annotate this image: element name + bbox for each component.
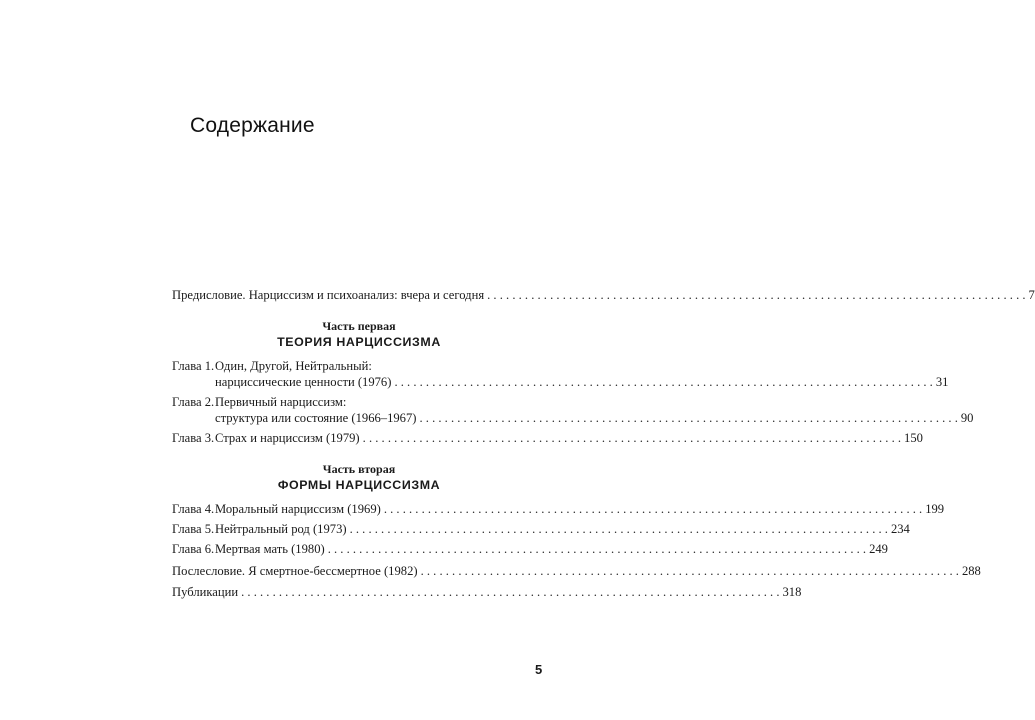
part-heading-2 (172, 462, 546, 493)
toc-chapter[interactable] (172, 521, 910, 537)
part-title: ФОРМЫ НАРЦИССИЗМА (277, 478, 441, 492)
toc-entry-label: Публикации (172, 585, 239, 599)
page-number: 5 (535, 662, 543, 677)
chapter-page: 199 (925, 502, 945, 516)
toc-chapter[interactable] (172, 394, 974, 426)
chapter-title: Моральный нарциссизм (1969) (215, 502, 381, 516)
chapter-page: 90 (960, 411, 974, 425)
toc-chapter[interactable] (172, 430, 923, 446)
toc-entry-label: Предисловие. Нарциссизм и психоанализ: вчера и сегодня (172, 288, 485, 302)
toc-entry-preface[interactable] (172, 287, 1035, 303)
leader-dots (363, 430, 901, 446)
leader-dots (394, 374, 932, 390)
toc-entry-page: 288 (961, 564, 981, 578)
chapter-title-line: Один, Другой, Нейтральный: (215, 359, 372, 373)
chapter-page: 31 (935, 375, 949, 389)
part-number: Часть первая (322, 319, 396, 333)
leader-dots (350, 521, 888, 537)
toc-chapter[interactable] (172, 501, 945, 517)
toc-chapter[interactable] (172, 358, 949, 390)
chapter-list-part2 (172, 501, 945, 557)
chapter-list-part1 (172, 358, 974, 446)
chapter-number: Глава 6. (172, 542, 215, 556)
chapter-title: нарциссические ценности (1976) (215, 375, 392, 389)
part-heading-1 (172, 319, 546, 350)
chapter-number: Глава 5. (172, 522, 215, 536)
chapter-page: 234 (890, 522, 910, 536)
leader-dots (421, 563, 959, 579)
chapter-page: 249 (869, 542, 888, 556)
part-title: ТЕОРИЯ НАРЦИССИЗМА (277, 335, 441, 349)
chapter-page: 150 (904, 431, 923, 445)
chapter-title: Страх и нарциссизм (1979) (215, 431, 360, 445)
toc-entry-afterword[interactable] (172, 563, 981, 579)
chapter-number: Глава 1. (172, 359, 215, 373)
toc-entry-page: 7 (1028, 288, 1035, 302)
toc-chapter[interactable] (172, 541, 888, 557)
page-title: Содержание (190, 114, 315, 137)
toc-entry-publications[interactable] (172, 584, 802, 600)
leader-dots (328, 541, 866, 557)
part-number: Часть вторая (322, 462, 396, 476)
leader-dots (487, 287, 1025, 303)
toc-entry-label: Послесловие. Я смертное-бессмертное (1982) (172, 564, 418, 578)
chapter-number: Глава 2. (172, 395, 215, 409)
leader-dots (384, 501, 922, 517)
toc-entry-page: 318 (782, 585, 802, 599)
chapter-title-line: Первичный нарциссизм: (215, 395, 347, 409)
chapter-title: структура или состояние (1966–1967) (215, 411, 417, 425)
chapter-title: Нейтральный род (1973) (215, 522, 347, 536)
chapter-number: Глава 3. (172, 431, 215, 445)
chapter-number: Глава 4. (172, 502, 215, 516)
leader-dots (241, 584, 779, 600)
leader-dots (419, 410, 957, 426)
table-of-contents (172, 287, 1035, 605)
chapter-title: Мертвая мать (1980) (215, 542, 325, 556)
